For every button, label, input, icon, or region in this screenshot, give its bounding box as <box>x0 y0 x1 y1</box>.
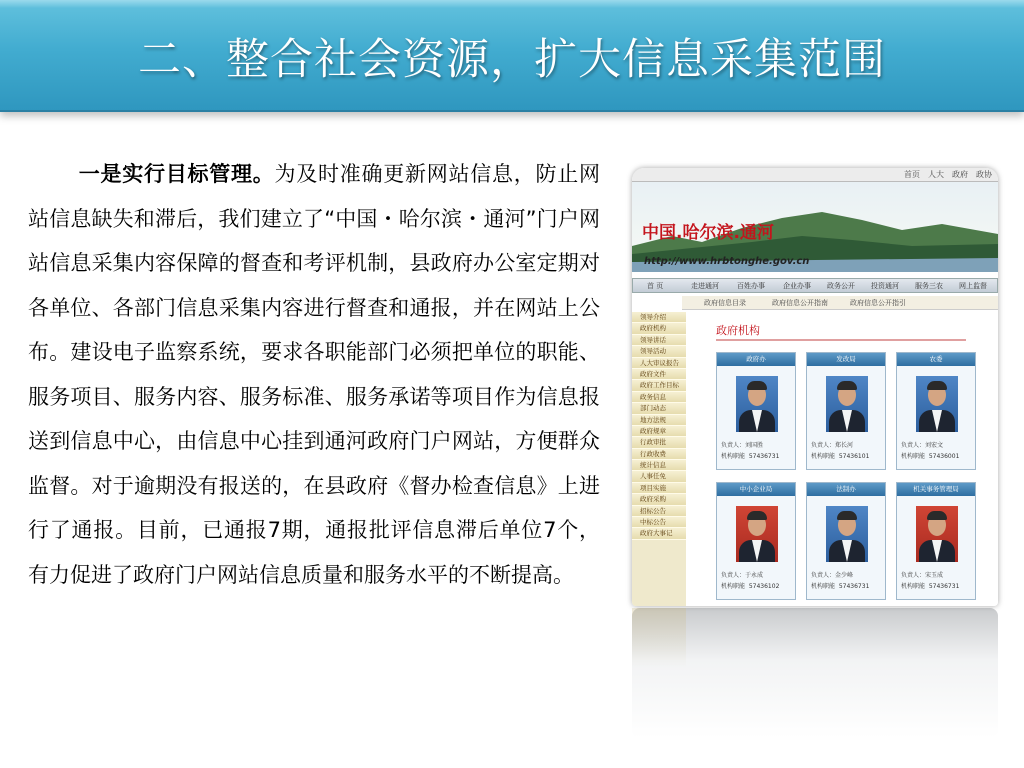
nav-item[interactable]: 投资通河 <box>871 282 899 290</box>
sidebar-item[interactable]: 地方法规 <box>632 415 686 426</box>
nav-item[interactable]: 企业办事 <box>783 282 811 290</box>
sidebar-item[interactable]: 行政审批 <box>632 437 686 448</box>
org-card[interactable] <box>806 482 886 600</box>
section-divider <box>716 339 966 341</box>
website-main-content <box>690 312 998 606</box>
banner-highlight <box>0 0 1024 8</box>
nav-item[interactable]: 百姓办事 <box>737 282 765 290</box>
portrait-photo <box>826 506 868 562</box>
sidebar-item[interactable]: 项目实施 <box>632 483 686 494</box>
portrait-photo <box>736 506 778 562</box>
org-card-phone: 57436102 <box>748 583 780 590</box>
subnav-item[interactable]: 政府信息公开指引 <box>850 299 906 307</box>
top-link-home[interactable]: 首页 <box>904 170 920 179</box>
website-sub-nav <box>682 296 998 310</box>
sidebar-item[interactable]: 招标公告 <box>632 506 686 517</box>
org-card-info <box>901 440 959 462</box>
subnav-item[interactable]: 政府信息公开指南 <box>772 299 828 307</box>
portrait-photo <box>916 506 958 562</box>
org-card-org[interactable]: 机构职能 <box>721 583 746 590</box>
sidebar-item[interactable]: 政府采购 <box>632 494 686 505</box>
org-card-phone: 57436731 <box>748 453 780 460</box>
org-card-org[interactable]: 机构职能 <box>811 583 836 590</box>
sidebar-item[interactable]: 统计信息 <box>632 460 686 471</box>
sidebar-item[interactable]: 领导介绍 <box>632 312 686 323</box>
org-card-info <box>721 440 779 462</box>
top-link-cppcc[interactable]: 政协 <box>976 170 992 179</box>
sidebar-item[interactable]: 政府文件 <box>632 369 686 380</box>
website-logo: 中国.哈尔滨.通河 <box>642 223 774 243</box>
subnav-item[interactable]: 政府信息目录 <box>704 299 746 307</box>
sidebar-item[interactable]: 中标公告 <box>632 517 686 528</box>
website-header <box>632 182 998 272</box>
org-card[interactable] <box>896 482 976 600</box>
org-card-phone: 57436731 <box>928 583 960 590</box>
org-card-phone: 57436001 <box>928 453 960 460</box>
sidebar-item[interactable]: 人大审议报告 <box>632 358 686 369</box>
org-card-title: 中小企业局 <box>717 483 795 496</box>
paragraph-text: 为及时准确更新网站信息，防止网站信息缺失和滞后，我们建立了“中国・哈尔滨・通河”门户网站信息采集内容保障的督查和考评机制，县政府办公室定期对各单位、各部门信息采集内容进行督查和通报，并在网站上公布。建设电子监察系统，要求各职能部门必须把单位的职能、服务项目、服务内容、服务标准、服务承诺等项目作为信息报送到信息中心，由信息中心挂到通河政府门户网站，方便群众监督。对于逾期没有报送的，在县政府《督办检查信息》上进行了通报。目前，已通报7期，通报批评信息滞后单位7个，有力促进了政府门户网站信息质量和服务水平的不断提高。 <box>28 162 600 587</box>
org-card-person: 负责人：刘国胜 <box>721 442 764 449</box>
nav-item[interactable]: 政务公开 <box>827 282 855 290</box>
org-card-info <box>811 570 869 592</box>
org-card-title: 农委 <box>897 353 975 366</box>
sidebar-item[interactable]: 领导活动 <box>632 346 686 357</box>
org-card-info <box>811 440 869 462</box>
org-card[interactable] <box>896 352 976 470</box>
paragraph-lead: 一是实行目标管理。 <box>78 162 275 186</box>
sidebar-item[interactable]: 政务信息 <box>632 392 686 403</box>
website-url: http://www.hrbtonghe.gov.cn <box>644 256 810 267</box>
top-link-npc[interactable]: 人大 <box>928 170 944 179</box>
org-card-person: 负责人：金少峰 <box>811 572 854 579</box>
org-card-title: 发改局 <box>807 353 885 366</box>
portrait-photo <box>826 376 868 432</box>
org-card-info <box>901 570 959 592</box>
screenshot-reflection <box>632 608 998 738</box>
org-card-person: 负责人：刘宏文 <box>901 442 944 449</box>
sidebar-item[interactable]: 领导讲话 <box>632 335 686 346</box>
website-screenshot <box>632 168 998 606</box>
org-card-person: 负责人：郑长河 <box>811 442 854 449</box>
sidebar-item[interactable]: 政府机构 <box>632 323 686 334</box>
org-card-org[interactable]: 机构职能 <box>811 453 836 460</box>
portrait-photo <box>736 376 778 432</box>
org-card[interactable] <box>716 482 796 600</box>
org-card-person: 负责人：于永成 <box>721 572 764 579</box>
section-title: 政府机构 <box>716 324 760 337</box>
sidebar-item[interactable]: 部门动态 <box>632 403 686 414</box>
org-card-title: 机关事务管理局 <box>897 483 975 496</box>
nav-item[interactable]: 网上监督 <box>959 282 987 290</box>
org-card-phone: 57436101 <box>838 453 870 460</box>
website-top-links <box>632 168 998 182</box>
nav-item[interactable]: 走进通河 <box>691 282 719 290</box>
nav-item[interactable]: 首 页 <box>647 282 664 290</box>
org-card-title: 政府办 <box>717 353 795 366</box>
sidebar-item[interactable]: 政府规章 <box>632 426 686 437</box>
nav-item[interactable]: 服务三农 <box>915 282 943 290</box>
org-card[interactable] <box>716 352 796 470</box>
org-card-org[interactable]: 机构职能 <box>721 453 746 460</box>
org-card-org[interactable]: 机构职能 <box>901 583 926 590</box>
org-card[interactable] <box>806 352 886 470</box>
title-banner <box>0 0 1024 112</box>
org-card-info <box>721 570 779 592</box>
sidebar-item[interactable]: 政府大事记 <box>632 528 686 539</box>
sidebar-item[interactable]: 政府工作目标 <box>632 380 686 391</box>
slide-title: 二、整合社会资源，扩大信息采集范围 <box>138 35 886 85</box>
website-nav-bar <box>632 278 998 293</box>
portrait-photo <box>916 376 958 432</box>
org-card-person: 负责人：宋玉成 <box>901 572 944 579</box>
top-link-gov[interactable]: 政府 <box>952 170 968 179</box>
org-card-title: 法制办 <box>807 483 885 496</box>
website-sidebar <box>632 312 686 606</box>
sidebar-item[interactable]: 行政收费 <box>632 449 686 460</box>
org-card-org[interactable]: 机构职能 <box>901 453 926 460</box>
sidebar-item[interactable]: 人事任免 <box>632 471 686 482</box>
org-card-phone: 57436731 <box>838 583 870 590</box>
body-paragraph <box>28 152 600 597</box>
